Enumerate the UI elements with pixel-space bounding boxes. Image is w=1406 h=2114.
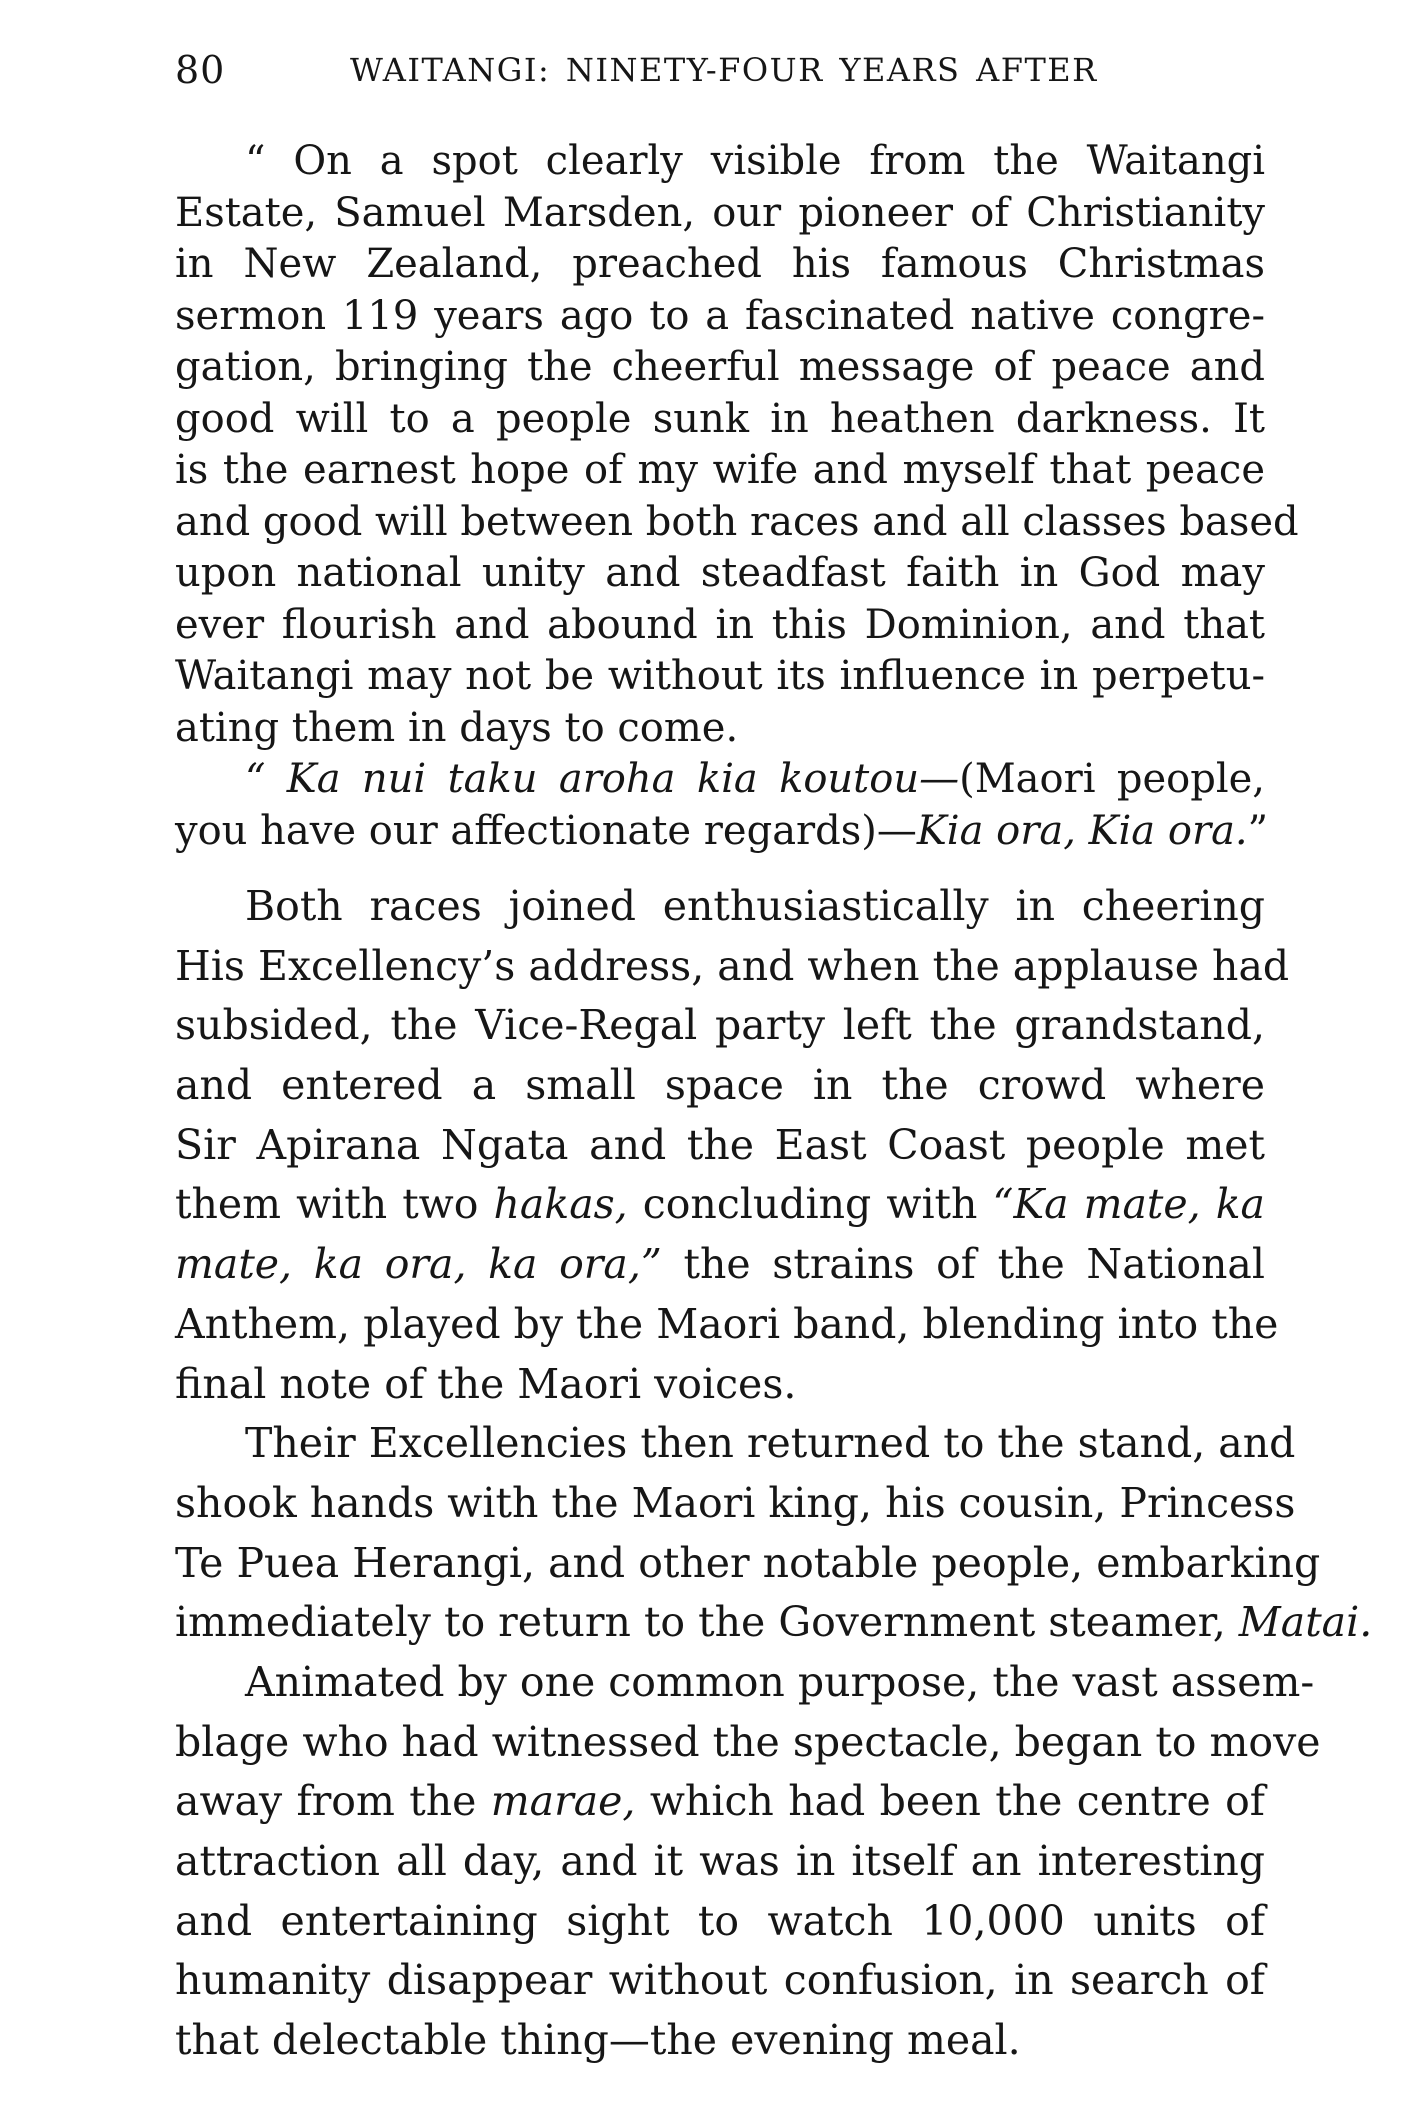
maori-word: hakas,	[493, 1180, 628, 1229]
paragraph-cheering	[175, 877, 1290, 1414]
text-fragment: concluding with	[627, 1180, 993, 1229]
maori-phrase: “ Ka nui taku aroha kia koutou—	[245, 756, 960, 802]
text-line: Waitangi may not be without its influence in perpetu-	[175, 653, 1265, 699]
text-line: that delectable thing—the evening meal.	[175, 2016, 1021, 2065]
text-fragment: (Maori people,	[959, 756, 1265, 802]
text-line: humanity disappear without confusion, in search of	[175, 1956, 1265, 2005]
text-fragment: which had been the centre of	[635, 1777, 1265, 1826]
text-line	[175, 1235, 1265, 1295]
text-line: Te Puea Herangi, and other notable people, embarking	[175, 1538, 1321, 1587]
text-fragment: ”	[1247, 807, 1269, 854]
paragraph-greeting	[175, 754, 1269, 857]
ship-name: Matai.	[1238, 1598, 1373, 1647]
text-line: Sir Apirana Ngata and the East Coast people met	[175, 1120, 1265, 1169]
maori-phrase: Kia ora, Kia ora.	[916, 807, 1248, 854]
paragraph-gap	[175, 857, 1265, 877]
maori-word: marae,	[490, 1777, 636, 1826]
text-line: and entered a small space in the crowd where	[175, 1061, 1265, 1110]
text-line: final note of the Maori voices.	[175, 1359, 797, 1408]
running-head: WAITANGI: NINETY-FOUR YEARS AFTER	[350, 51, 1098, 89]
text-fragment: the strains of the National	[661, 1240, 1265, 1289]
text-line: Anthem, played by the Maori band, blending into the	[175, 1299, 1279, 1348]
text-line: gation, bringing the cheerful message of peace and	[175, 344, 1265, 390]
text-line: upon national unity and steadfast faith in God may	[175, 550, 1265, 596]
text-line: Animated by one common purpose, the vast assem-	[245, 1657, 1315, 1706]
page-header	[175, 42, 1265, 98]
page-number: 80	[175, 48, 226, 92]
text-line: shook hands with the Maori king, his cousin, Princess	[175, 1478, 1296, 1527]
body-text	[175, 136, 1373, 2071]
text-line: in New Zealand, preached his famous Christmas	[175, 241, 1265, 287]
text-line	[175, 1175, 1265, 1235]
text-line	[175, 1593, 1373, 1653]
text-line: ating them in days to come.	[175, 704, 739, 751]
text-line: and good will between both races and all classes based	[175, 498, 1299, 545]
text-line: and entertaining sight to watch 10,000 units of	[175, 1896, 1265, 1945]
paragraph-speech	[175, 136, 1299, 754]
paragraph-excellencies	[175, 1414, 1373, 1653]
text-line	[175, 806, 1269, 858]
text-line: blage who had witnessed the spectacle, began to move	[175, 1717, 1321, 1766]
paragraph-assemblage	[175, 1653, 1321, 2071]
text-line: is the earnest hope of my wife and myself that peace	[175, 447, 1265, 493]
text-line: good will to a people sunk in heathen darkness. It	[175, 395, 1265, 442]
text-line	[175, 1772, 1265, 1832]
text-line	[175, 754, 1265, 806]
text-line: subsided, the Vice-Regal party left the grandstand,	[175, 1001, 1265, 1050]
maori-phrase: mate, ka ora, ka ora,”	[175, 1240, 662, 1289]
text-fragment: away from the	[175, 1777, 491, 1826]
text-line: Both races joined enthusiastically in cheering	[245, 882, 1265, 930]
text-fragment: immediately to return to the Government steamer,	[175, 1598, 1239, 1647]
text-line: “ On a spot clearly visible from the Waitangi	[245, 138, 1265, 184]
text-line: attraction all day, and it was in itself an interesting	[175, 1837, 1265, 1885]
text-line: sermon 119 years ago to a fascinated native congre-	[175, 292, 1265, 339]
text-line: Their Excellencies then returned to the stand, and	[245, 1419, 1296, 1468]
text-fragment: them with two	[175, 1180, 494, 1229]
text-line: His Excellency’s address, and when the applause had	[175, 941, 1290, 990]
text-line: ever flourish and abound in this Dominion, and that	[175, 601, 1265, 648]
text-fragment: you have our affectionate regards)—	[175, 807, 917, 854]
maori-phrase: “Ka mate, ka	[992, 1180, 1265, 1229]
text-line: Estate, Samuel Marsden, our pioneer of Christianity	[175, 189, 1265, 236]
